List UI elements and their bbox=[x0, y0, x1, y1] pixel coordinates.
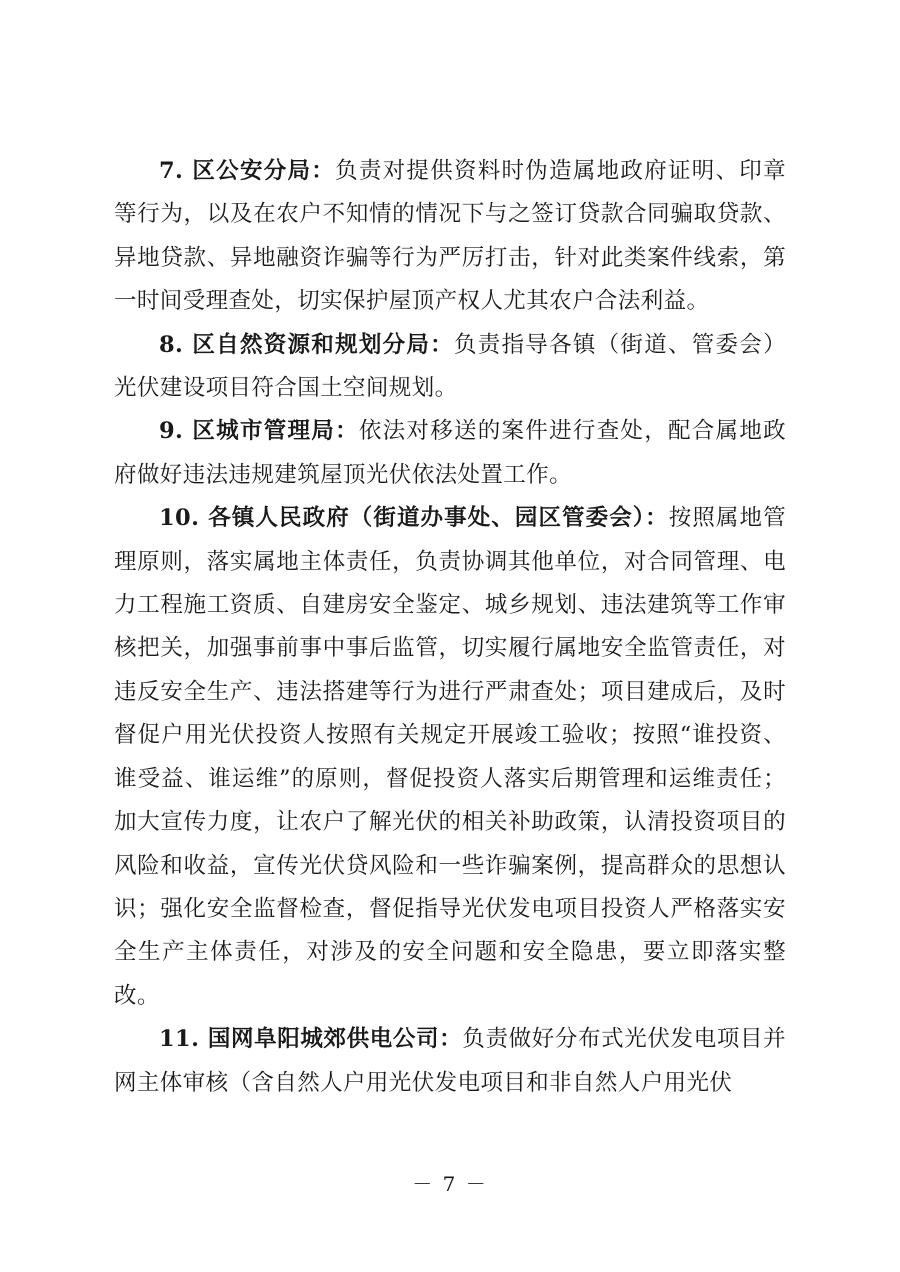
paragraph-9 bbox=[114, 410, 786, 497]
paragraph-8-heading: 8. 区自然资源和规划分局： bbox=[159, 331, 454, 358]
paragraph-11-text: 负责做好分布式光伏发电项目并网主体审核（含自然人户用光伏发电项目和非自然人户用光伏 bbox=[114, 1026, 787, 1096]
paragraph-9-text: 依法对移送的案件进行查处，配合属地政府做好违法违规建筑屋顶光伏依法处置工作。 bbox=[114, 418, 786, 488]
paragraph-11 bbox=[114, 1018, 786, 1105]
paragraph-7-text: 负责对提供资料时伪造属地政府证明、印章等行为，以及在农户不知情的情况下与之签订贷款合同骗取贷款、异地贷款、异地融资诈骗等行为严厉打击，针对此类案件线索，第一时间受理查处，切实保护屋顶产权人尤其农户合法利益。 bbox=[114, 158, 786, 315]
paragraph-10 bbox=[114, 497, 786, 1018]
document-body bbox=[114, 150, 786, 1105]
paragraph-8-text: 负责指导各镇（街道、管委会）光伏建设项目符合国土空间规划。 bbox=[114, 331, 786, 402]
paragraph-9-heading: 9. 区城市管理局： bbox=[159, 418, 359, 445]
paragraph-10-heading: 10. 各镇人民政府（街道办事处、园区管委会）： bbox=[159, 505, 669, 532]
page-number: － 7 － bbox=[412, 1172, 488, 1196]
paragraph-8 bbox=[114, 324, 786, 411]
paragraph-7-heading: 7. 区公安分局： bbox=[159, 158, 336, 184]
paragraph-10-text: 按照属地管理原则，落实属地主体责任，负责协调其他单位，对合同管理、电力工程施工资质、自建房安全鉴定、城乡规划、违法建筑等工作审核把关，加强事前事中事后监管，切实履行属地安全监管责任，对违反安全生产、违法搭建等行为进行严肃查处；项目建成后，及时督促户用光伏投资人按照有关规定开展竣工验收；按照“谁投资、谁受益、谁运维”的原则，督促投资人落实后期管理和运维责任；加大宣传力度，让农户了解光伏的相关补助政策，认清投资项目的风险和收益，宣传光伏贷风险和一些诈骗案例，提高群众的思想认识；强化安全监督检查，督促指导光伏发电项目投资人严格落实安全生产主体责任，对涉及的安全问题和安全隐患，要立即落实整改。 bbox=[114, 505, 786, 1009]
paragraph-11-heading: 11. 国网阜阳城郊供电公司： bbox=[159, 1026, 463, 1053]
paragraph-7 bbox=[114, 150, 786, 324]
